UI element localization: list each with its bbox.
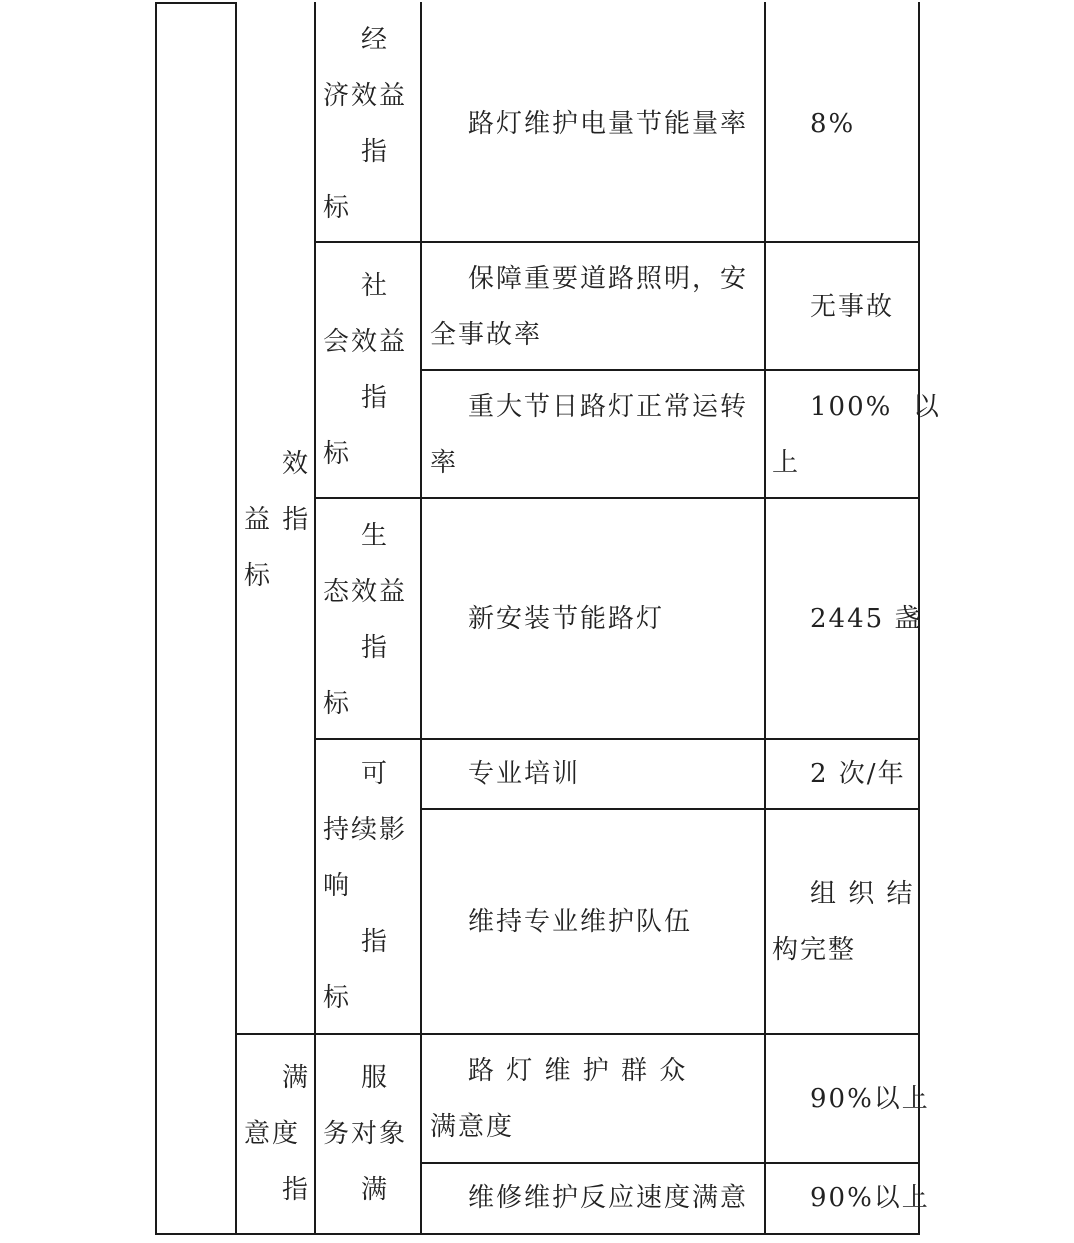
level2-satisfaction-line: 意度	[244, 1119, 301, 1149]
level2-benefit-line: 标	[244, 561, 273, 591]
level3-sustainable-line: 可	[361, 759, 390, 789]
level3-sustainable-line: 指	[361, 927, 390, 957]
value-cell: 2445 盏	[810, 604, 923, 634]
column-divider-1	[235, 2, 237, 1235]
level2-benefit-line: 效	[282, 449, 311, 479]
table-border-left	[155, 2, 157, 1235]
level3-sustainable-line: 响	[323, 871, 352, 901]
table-border-bottom	[155, 1233, 919, 1235]
level2-satisfaction-line: 满	[282, 1063, 311, 1093]
indicator-cell: 路 灯 维 护 群 众	[468, 1056, 688, 1086]
level3-service-line: 务对象	[323, 1119, 408, 1149]
level3-service-line: 满	[361, 1175, 390, 1205]
value-cell: 无事故	[810, 292, 895, 322]
row-divider	[420, 808, 919, 810]
level3-ecological-line: 指	[361, 633, 390, 663]
indicator-cell: 满意度	[430, 1112, 515, 1142]
indicator-cell: 全事故率	[430, 320, 543, 350]
table-border-top	[155, 2, 235, 4]
level3-sustainable-line: 标	[323, 983, 352, 1013]
column-divider-4	[764, 2, 766, 1235]
level3-economic-line: 指	[361, 137, 390, 167]
indicator-cell: 维修维护反应速度满意	[468, 1183, 749, 1213]
column-divider-2	[314, 2, 316, 1235]
level3-social-line: 标	[323, 439, 352, 469]
row-divider	[314, 738, 919, 740]
level3-economic-line: 济效益	[323, 81, 408, 111]
value-cell: 构完整	[772, 935, 857, 965]
indicator-cell: 重大节日路灯正常运转	[468, 392, 749, 422]
level3-social-line: 会效益	[323, 327, 408, 357]
level3-ecological-line: 生	[361, 521, 390, 551]
level2-benefit-line: 益 指	[244, 505, 311, 535]
row-divider	[314, 497, 919, 499]
indicator-cell: 维持专业维护队伍	[468, 907, 693, 937]
level3-social-line: 指	[361, 383, 390, 413]
row-divider	[420, 1162, 919, 1164]
value-cell: 上	[772, 448, 801, 478]
level3-ecological-line: 态效益	[323, 577, 408, 607]
value-cell: 8%	[810, 109, 856, 139]
level3-economic-line: 经	[361, 25, 390, 55]
value-cell: 100% 以	[810, 392, 941, 422]
indicator-cell: 新安装节能路灯	[468, 604, 665, 634]
value-cell: 90%以上	[810, 1084, 930, 1114]
indicator-cell: 专业培训	[468, 759, 581, 789]
level3-economic-line: 标	[323, 193, 352, 223]
level3-ecological-line: 标	[323, 689, 352, 719]
level3-social-line: 社	[361, 271, 390, 301]
value-cell: 2 次/年	[810, 759, 906, 789]
value-cell: 90%以上	[810, 1183, 930, 1213]
row-divider	[235, 1033, 919, 1035]
level2-satisfaction-line: 指	[282, 1175, 311, 1205]
value-cell: 组 织 结	[810, 879, 915, 909]
row-divider	[314, 241, 919, 243]
column-divider-3	[420, 2, 422, 1235]
indicator-cell: 保障重要道路照明，安	[468, 264, 749, 294]
level3-service-line: 服	[361, 1063, 390, 1093]
indicator-cell: 路灯维护电量节能量率	[468, 109, 749, 139]
level3-sustainable-line: 持续影	[323, 815, 408, 845]
indicator-cell: 率	[430, 448, 459, 478]
row-divider	[420, 369, 919, 371]
